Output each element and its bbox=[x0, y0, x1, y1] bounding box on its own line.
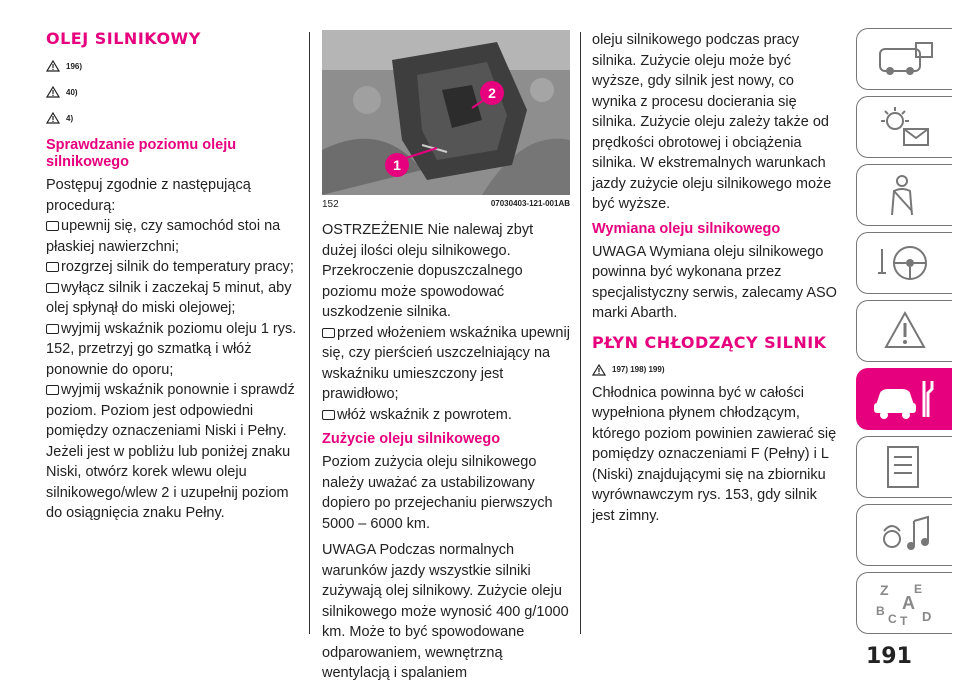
column-divider bbox=[309, 32, 310, 634]
engine-photo bbox=[322, 30, 570, 195]
callout-label-2: 2 bbox=[488, 85, 496, 101]
bullet-icon bbox=[46, 283, 59, 293]
hint-icon bbox=[46, 112, 60, 124]
paragraph: Poziom zużycia oleju silnikowego należy uważać za ustabilizowany dopiero po przejechaniu pierwszych 5000 – 6000 km. bbox=[322, 454, 553, 532]
svg-text:A: A bbox=[901, 593, 915, 613]
warning-refs: 197) 198) 199) bbox=[592, 357, 842, 383]
warning-lights-icon bbox=[870, 103, 940, 151]
bullet-icon bbox=[46, 324, 59, 334]
warning-triangle-icon bbox=[870, 307, 940, 355]
svg-text:B: B bbox=[875, 604, 885, 618]
svg-text:D: D bbox=[921, 609, 931, 624]
svg-text:T: T bbox=[899, 614, 907, 627]
column-2 bbox=[322, 30, 570, 690]
step-item: wyjmij wskaźnik poziomu oleju 1 rys. 152, przetrzyj go szmatką i włóż ponownie do oporu; bbox=[46, 320, 297, 378]
warning-icon bbox=[46, 86, 60, 98]
step-item: upewnij się, czy samochód stoi na płaskiej nawierzchni; bbox=[46, 218, 281, 255]
car-maintenance-icon bbox=[870, 375, 940, 423]
warning-icon bbox=[46, 60, 60, 72]
svg-text:Z: Z bbox=[879, 582, 889, 598]
subtitle-check-level: Sprawdzanie poziomu oleju silnikowego bbox=[46, 137, 237, 170]
figure-code: 07030403-121-001AB bbox=[490, 199, 570, 208]
warning-icon bbox=[592, 364, 606, 376]
tab-warning-lights[interactable] bbox=[856, 96, 952, 158]
warning-ref-3: 4) bbox=[46, 105, 301, 131]
tab-warning-triangle[interactable] bbox=[856, 300, 952, 362]
document-list-icon bbox=[870, 443, 940, 491]
subtitle-oil-change: Wymiana oleju silnikowego bbox=[592, 220, 781, 237]
tab-document-list[interactable] bbox=[856, 436, 952, 498]
step-item: włóż wskaźnik z powrotem. bbox=[322, 405, 570, 426]
paragraph: oleju silnikowego podczas pracy silnika. Zużycie oleju może być wyższe, gdy silnik jest nowy, co wynika z procesu docierania się silnika. Zużycie oleju zależy także od prędkości obrotowej i obciążenia silnika. W ekstremalnych warunkach jazdy zużycie oleju silnikowego może być wyższe. bbox=[592, 32, 832, 212]
svg-text:E: E bbox=[913, 582, 922, 596]
tab-seat-belt[interactable] bbox=[856, 164, 952, 226]
step-item: rozgrzej silnik do temperatury pracy; bbox=[46, 257, 301, 278]
chapter-tabs bbox=[856, 28, 952, 640]
seat-belt-icon bbox=[870, 171, 940, 219]
tab-car-dashboard[interactable] bbox=[856, 28, 952, 90]
column-3 bbox=[592, 30, 842, 532]
section-title-coolant: PŁYN CHŁODZĄCY SILNIK bbox=[592, 332, 827, 352]
paragraph: UWAGA Wymiana oleju silnikowego powinna być wykonana przez specjalistyczny serwis, zalecamy ASO marki Abarth. bbox=[592, 243, 837, 321]
media-icon bbox=[870, 511, 940, 559]
step-item: wyłącz silnik i zaczekaj 5 minut, aby olej spłynął do miski olejowej; bbox=[46, 279, 292, 316]
figure-caption bbox=[322, 199, 570, 210]
tab-car-maintenance[interactable] bbox=[856, 368, 952, 430]
step-item: przed włożeniem wskaźnika upewnij się, czy pierścień uszczelniający na wskaźniku umieszczony jest prawidłowo; bbox=[322, 324, 570, 402]
steering-wheel-icon bbox=[870, 239, 940, 287]
step-item: wyjmij wskaźnik ponownie i sprawdź poziom. Poziom jest odpowiedni pomiędzy oznaczeniami Niski i Pełny. Jeżeli jest w pobliżu lub poniżej znaku Niski, otwórz korek wlewu oleju silnikowego/wlew 2 i uzupełnij poziom do osiągnięcia znaku Pełny. bbox=[46, 382, 295, 521]
warning-ref-1: 196) bbox=[46, 53, 301, 79]
intro-text: Postępuj zgodnie z następującą procedurą: bbox=[46, 177, 251, 214]
bullet-icon bbox=[46, 385, 59, 395]
subtitle-oil-consumption: Zużycie oleju silnikowego bbox=[322, 431, 501, 447]
column-1 bbox=[46, 30, 301, 524]
car-dashboard-icon bbox=[870, 35, 940, 83]
tab-index[interactable] bbox=[856, 572, 952, 634]
bullet-icon bbox=[322, 328, 335, 338]
bullet-icon bbox=[46, 221, 59, 231]
index-letters-icon bbox=[870, 579, 940, 627]
bullet-icon bbox=[322, 410, 335, 420]
warning-ref-2: 40) bbox=[46, 79, 301, 105]
engine-bay-illustration bbox=[322, 30, 570, 195]
callout-label-1: 1 bbox=[393, 157, 401, 173]
warning-text: OSTRZEŻENIE Nie nalewaj zbyt dużej ilości oleju silnikowego. Przekroczenie dopuszczalnego poziomu może spowodować uszkodzenie silnika. bbox=[322, 222, 534, 320]
paragraph: UWAGA Podczas normalnych warunków jazdy wszystkie silniki zużywają olej silnikowy. Zużycie oleju silnikowego może wynosić 400 g/1000 km. Może to być spowodowane odparowaniem, wewnętrzną wentylacją i spalaniem bbox=[322, 542, 569, 681]
figure-number: 152 bbox=[322, 199, 339, 210]
bullet-icon bbox=[46, 262, 59, 272]
paragraph: Chłodnica powinna być w całości wypełniona płynem chłodzącym, którego poziom powinien zawierać się pomiędzy oznaczeniami F (Pełny) i L (Niski) znajdującymi się na zbiorniku wyrównawczym rys. 153, gdy silnik jest zimny. bbox=[592, 384, 837, 524]
tab-media[interactable] bbox=[856, 504, 952, 566]
svg-text:C: C bbox=[887, 612, 897, 626]
tab-steering-wheel[interactable] bbox=[856, 232, 952, 294]
page-number: 191 bbox=[866, 644, 912, 669]
column-divider bbox=[580, 32, 581, 634]
section-title-engine-oil: OLEJ SILNIKOWY bbox=[46, 29, 201, 48]
